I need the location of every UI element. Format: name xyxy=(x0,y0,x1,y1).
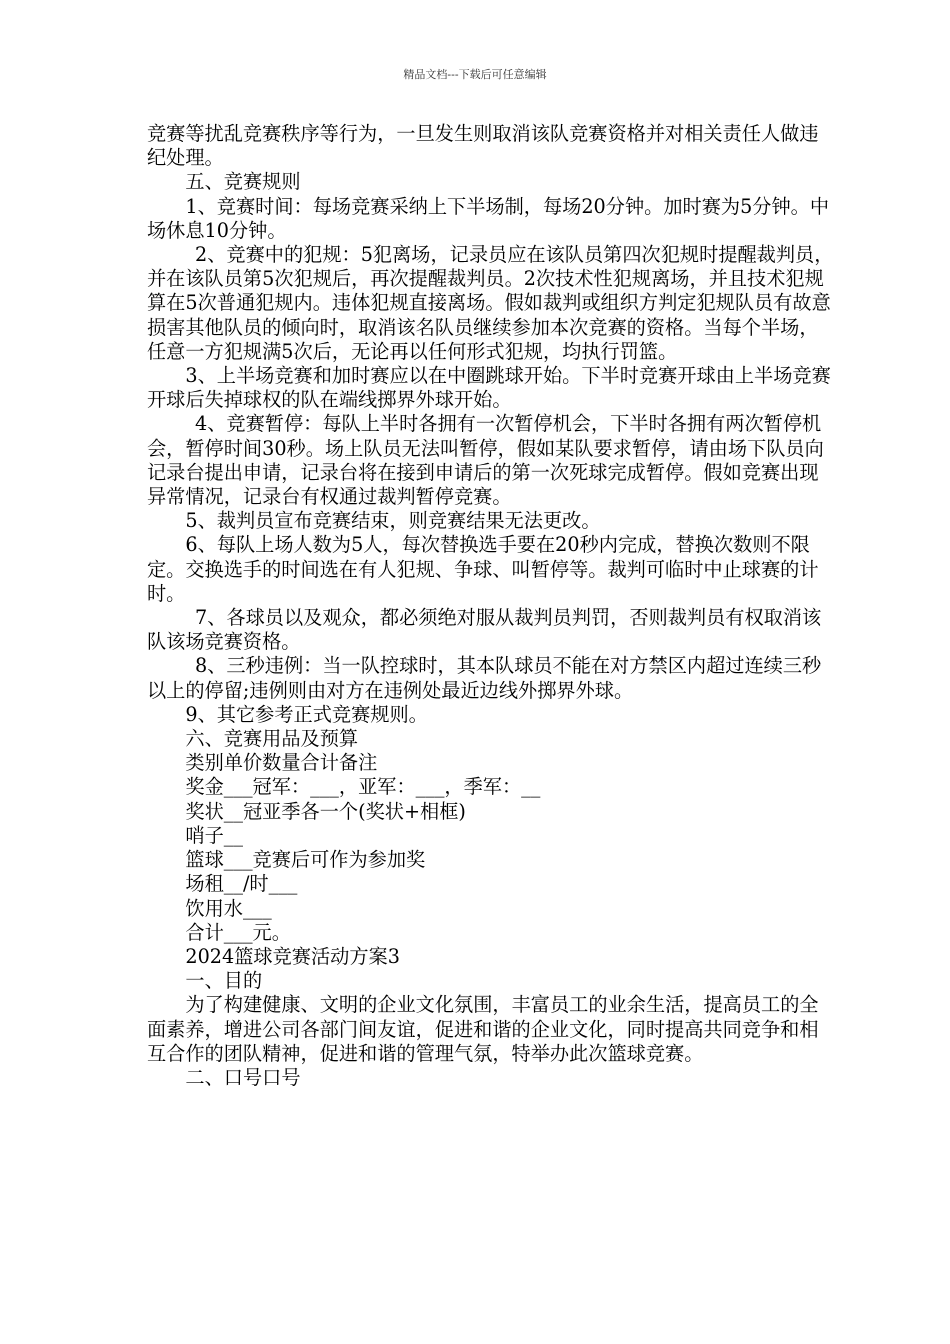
paragraph: 五、竞赛规则 xyxy=(185,170,301,194)
paragraph: 类别单价数量合计备注 xyxy=(185,751,378,775)
document-body xyxy=(147,122,837,1090)
paragraph: 3、上半场竞赛和加时赛应以在中圈跳球开始。下半时竞赛开球由上半场竞赛开球后失掉球权的队在端线掷界外球开始。 xyxy=(147,364,831,412)
paragraph: 二、口号口号 xyxy=(185,1065,301,1089)
paragraph: 7、各球员以及观众，都必须绝对服从裁判员判罚，否则裁判员有权取消该队该场竞赛资格。 xyxy=(147,606,822,654)
paragraph: 哨子__ xyxy=(185,823,243,847)
page-header: 精品文档---下载后可任意编辑 xyxy=(403,68,547,81)
paragraph: 篮球___竞赛后可作为参加奖 xyxy=(185,848,426,872)
paragraph: 5、裁判员宣布竞赛结束，则竞赛结果无法更改。 xyxy=(185,509,601,533)
paragraph: 六、竞赛用品及预算 xyxy=(185,727,359,751)
paragraph: 8、三秒违例：当一队控球时，其本队球员不能在对方禁区内超过连续三秒以上的停留;违例则由对方在违例处最近边线外掷界外球。 xyxy=(147,654,822,702)
paragraph: 1、竞赛时间：每场竞赛采纳上下半场制，每场20分钟。加时赛为5分钟。中场休息10分钟。 xyxy=(147,194,830,242)
paragraph: 为了构建健康、文明的企业文化氛围，丰富员工的业余生活，提高员工的全面素养，增进公司各部门间友谊，促进和谐的企业文化，同时提高共同竞争和相互合作的团队精神，促进和谐的管理气氛，特举办此次篮球竞赛。 xyxy=(147,993,819,1065)
paragraph: 合计___元。 xyxy=(185,920,291,944)
paragraph: 2、竞赛中的犯规：5犯离场，记录员应在该队员第四次犯规时提醒裁判员，并在该队员第5次犯规后，再次提醒裁判员。2次技术性犯规离场，并且技术犯规算在5次普通犯规内。违体犯规直接离场。假如裁判或组织方判定犯规队员有故意损害其他队员的倾向时，取消该名队员继续参加本次竞赛的资格。当每个半场，任意一方犯规满5次后，无论再以任何形式犯规，均执行罚篮。 xyxy=(147,243,834,363)
paragraph: 竞赛等扰乱竞赛秩序等行为，一旦发生则取消该队竞赛资格并对相关责任人做违纪处理。 xyxy=(147,122,819,170)
paragraph: 2024篮球竞赛活动方案3 xyxy=(185,944,400,968)
paragraph: 奖状__冠亚季各一个(奖状+相框) xyxy=(185,799,466,823)
paragraph: 奖金___冠军：___，亚军：___，季军：__ xyxy=(185,775,541,799)
paragraph: 9、其它参考正式竞赛规则。 xyxy=(185,702,428,726)
paragraph: 一、目的 xyxy=(185,969,263,993)
paragraph: 饮用水___ xyxy=(185,896,272,920)
paragraph: 场租__/时___ xyxy=(185,872,298,896)
paragraph: 6、每队上场人数为5人，每次替换选手要在20秒内完成，替换次数则不限定。交换选手的时间选在有人犯规、争球、叫暂停等。裁判可临时中止球赛的计时。 xyxy=(147,533,819,605)
paragraph: 4、竞赛暂停：每队上半时各拥有一次暂停机会，下半时各拥有两次暂停机会，暂停时间30秒。场上队员无法叫暂停，假如某队要求暂停，请由场下队员向记录台提出申请，记录台将在接到申请后的第一次死球完成暂停。假如竞赛出现异常情况，记录台有权通过裁判暂停竞赛。 xyxy=(147,412,824,509)
